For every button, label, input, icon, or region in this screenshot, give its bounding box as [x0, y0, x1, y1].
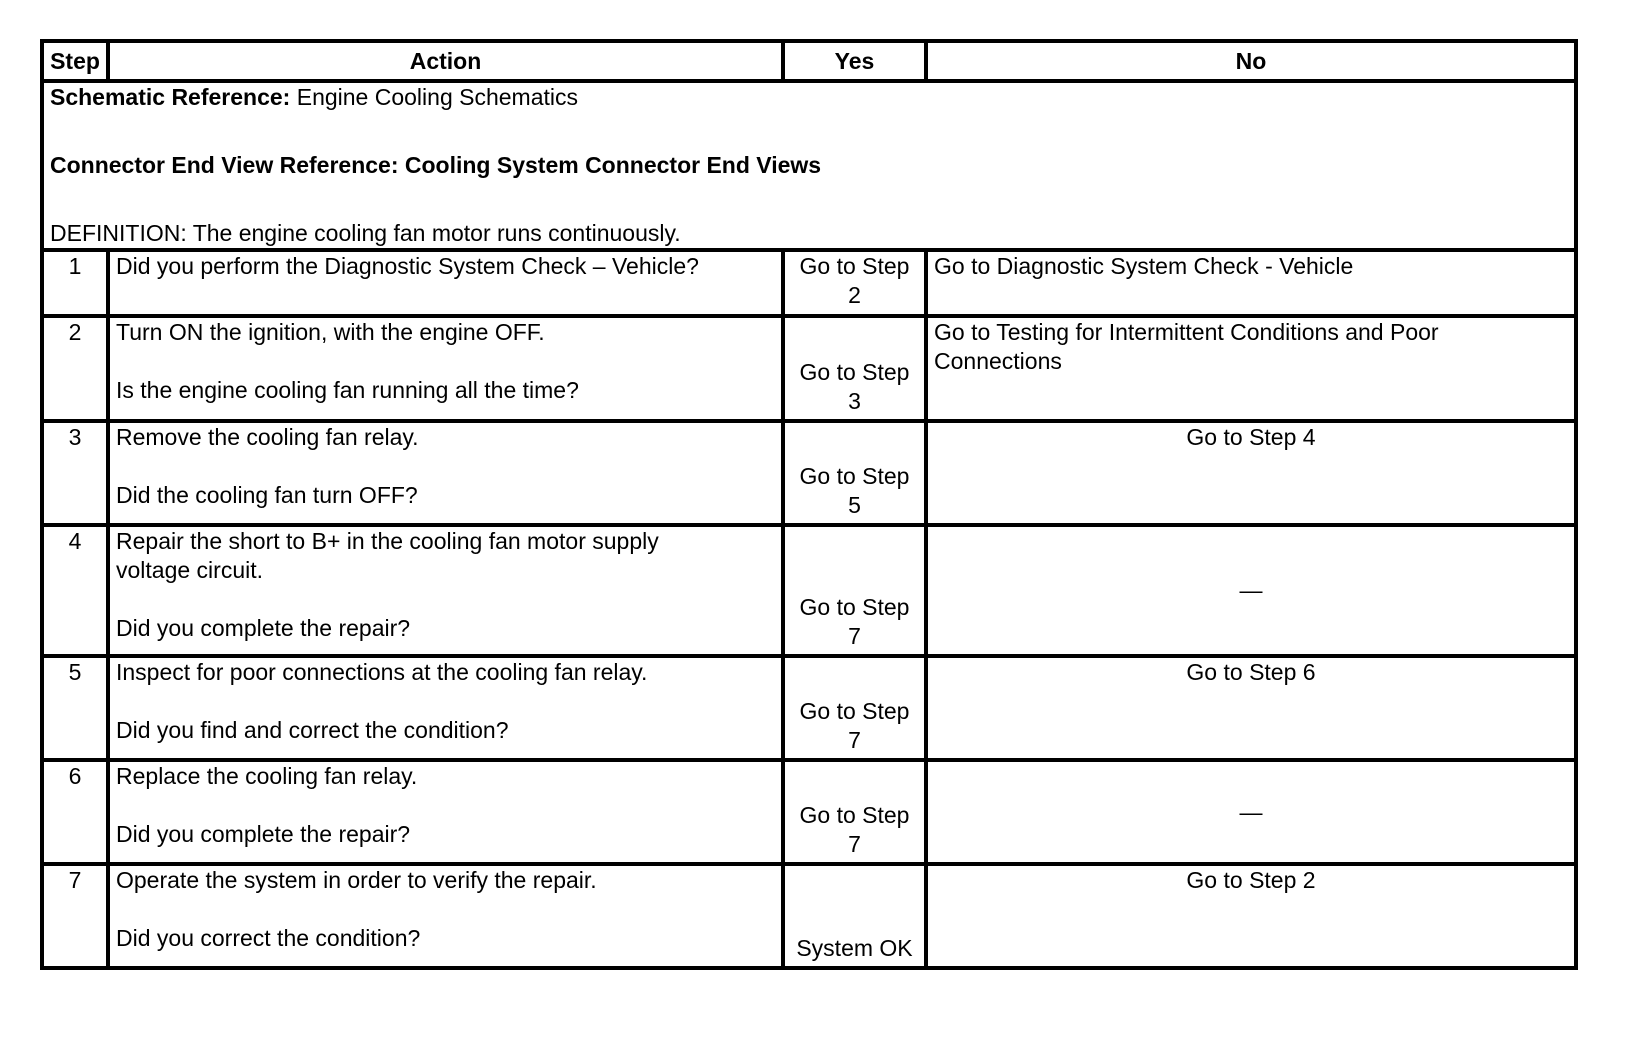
header-no: No	[926, 41, 1576, 81]
yes-text: Go to Step	[799, 698, 910, 724]
action-question: Did you correct the condition?	[116, 925, 421, 951]
step-row-3	[42, 421, 1576, 525]
step-row-7	[42, 864, 1576, 968]
step-yes	[783, 250, 926, 316]
step-number: 7	[42, 864, 108, 968]
step-action	[108, 525, 783, 656]
yes-step: 2	[848, 282, 861, 308]
yes-step: 5	[848, 492, 861, 518]
action-question: Did you complete the repair?	[116, 821, 411, 847]
yes-step: 7	[848, 831, 861, 857]
action-text: Replace the cooling fan relay.	[116, 763, 418, 789]
action-question: Did the cooling fan turn OFF?	[116, 482, 418, 508]
step-no: Go to Step 4	[926, 421, 1576, 525]
reference-cell	[42, 81, 1576, 250]
yes-text: Go to Step	[799, 253, 910, 279]
yes-text: Go to Step	[799, 594, 910, 620]
action-text: Repair the short to B+ in the cooling fan motor supply	[116, 528, 659, 554]
step-row-4	[42, 525, 1576, 656]
schematic-reference	[50, 83, 1568, 112]
header-step: Step	[42, 41, 108, 81]
step-number: 4	[42, 525, 108, 656]
step-action	[108, 760, 783, 864]
step-yes: System OK	[783, 864, 926, 968]
step-no: Go to Step 6	[926, 656, 1576, 760]
no-text-cont: Connections	[934, 348, 1062, 374]
definition: DEFINITION: The engine cooling fan motor runs continuously.	[50, 220, 681, 246]
step-number: 5	[42, 656, 108, 760]
step-action	[108, 421, 783, 525]
yes-step: 3	[848, 388, 861, 414]
connector-reference: Connector End View Reference: Cooling System Connector End Views	[50, 152, 822, 178]
yes-text: Go to Step	[799, 359, 910, 385]
step-yes	[783, 421, 926, 525]
step-row-6	[42, 760, 1576, 864]
action-text: Did you perform the Diagnostic System Check – Vehicle?	[116, 253, 699, 279]
step-no: —	[926, 525, 1576, 656]
step-number: 3	[42, 421, 108, 525]
action-question: Is the engine cooling fan running all the time?	[116, 377, 579, 403]
step-yes	[783, 525, 926, 656]
header-yes: Yes	[783, 41, 926, 81]
yes-step: 7	[848, 727, 861, 753]
step-no: —	[926, 760, 1576, 864]
step-action	[108, 656, 783, 760]
step-no	[926, 316, 1576, 421]
step-yes	[783, 760, 926, 864]
step-row-2	[42, 316, 1576, 421]
step-action	[108, 864, 783, 968]
step-yes	[783, 656, 926, 760]
step-action	[108, 316, 783, 421]
step-number: 1	[42, 250, 108, 316]
step-number: 2	[42, 316, 108, 421]
schematic-reference-value: Engine Cooling Schematics	[290, 84, 579, 110]
action-question: Did you complete the repair?	[116, 615, 411, 641]
step-number: 6	[42, 760, 108, 864]
action-text: Remove the cooling fan relay.	[116, 424, 419, 450]
step-action	[108, 250, 783, 316]
action-text-cont: voltage circuit.	[116, 557, 264, 583]
reference-row	[42, 81, 1576, 250]
yes-text: Go to Step	[799, 463, 910, 489]
action-text: Inspect for poor connections at the cooling fan relay.	[116, 659, 648, 685]
no-text: Go to Testing for Intermittent Conditions and Poor	[934, 319, 1439, 345]
step-yes	[783, 316, 926, 421]
action-question: Did you find and correct the condition?	[116, 717, 509, 743]
step-row-5	[42, 656, 1576, 760]
diagnostic-table	[40, 39, 1578, 970]
header-action: Action	[108, 41, 783, 81]
action-text: Operate the system in order to verify the repair.	[116, 867, 597, 893]
yes-step: 7	[848, 623, 861, 649]
step-no: Go to Step 2	[926, 864, 1576, 968]
header-row	[42, 41, 1576, 81]
step-row-1	[42, 250, 1576, 316]
schematic-reference-label: Schematic Reference:	[50, 84, 291, 110]
yes-text: Go to Step	[799, 802, 910, 828]
step-no: Go to Diagnostic System Check - Vehicle	[926, 250, 1576, 316]
action-text: Turn ON the ignition, with the engine OFF.	[116, 319, 545, 345]
